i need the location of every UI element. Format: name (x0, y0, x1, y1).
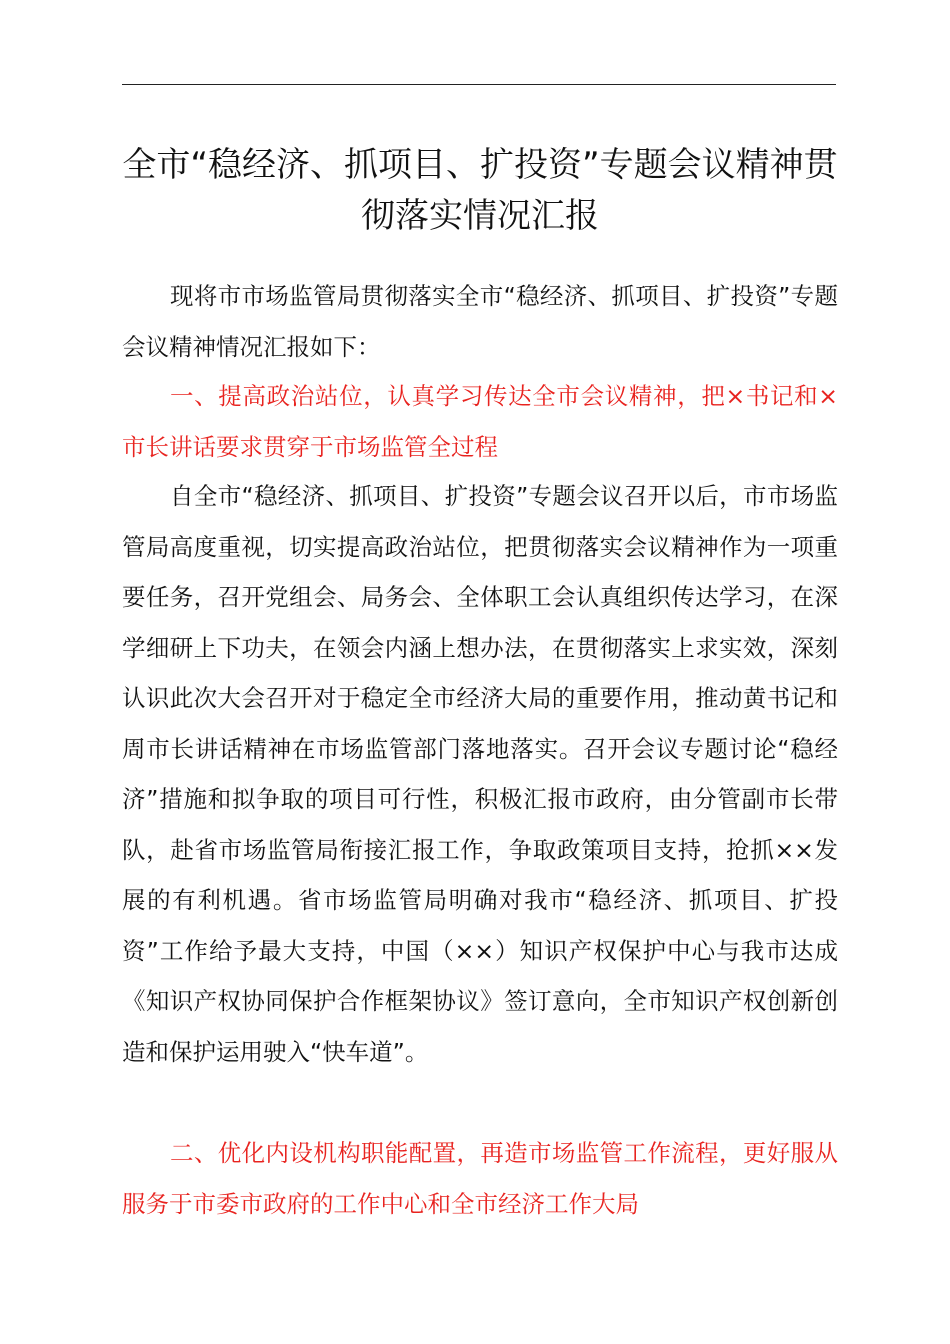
document-title: 全市“稳经济、抓项目、扩投资”专题会议精神贯彻落实情况汇报 (122, 145, 838, 236)
section-1-heading: 一、提高政治站位，认真学习传达全市会议精神，把×书记和×市长讲话要求贯穿于市场监管全过程 (122, 382, 838, 461)
header-rule (122, 84, 836, 85)
section-2-heading: 二、优化内设机构职能配置，再造市场监管工作流程，更好服从服务于市委市政府的工作中心和全市经济工作大局 (122, 1139, 838, 1218)
section-1-body: 自全市“稳经济、抓项目、扩投资”专题会议召开以后，市市场监管局高度重视，切实提高政治站位，把贯彻落实会议精神作为一项重要任务，召开党组会、局务会、全体职工会认真组织传达学习，在深学细研上下功夫，在领会内涵上想办法，在贯彻落实上求实效，深刻认识此次大会召开对于稳定全市经济大局的重要作用，推动黄书记和周市长讲话精神在市场监管部门落地落实。召开会议专题讨论“稳经济”措施和拟争取的项目可行性，积极汇报市政府，由分管副市长带队，赴省市场监管局衔接汇报工作，争取政策项目支持，抢抓××发展的有利机遇。省市场监管局明确对我市“稳经济、抓项目、扩投资”工作给予最大支持，中国（××）知识产权保护中心与我市达成《知识产权协同保护合作框架协议》签订意向，全市知识产权创新创造和保护运用驶入“快车道”。 (122, 482, 838, 1066)
intro-paragraph: 现将市市场监管局贯彻落实全市“稳经济、抓项目、扩投资”专题会议精神情况汇报如下： (122, 282, 838, 361)
